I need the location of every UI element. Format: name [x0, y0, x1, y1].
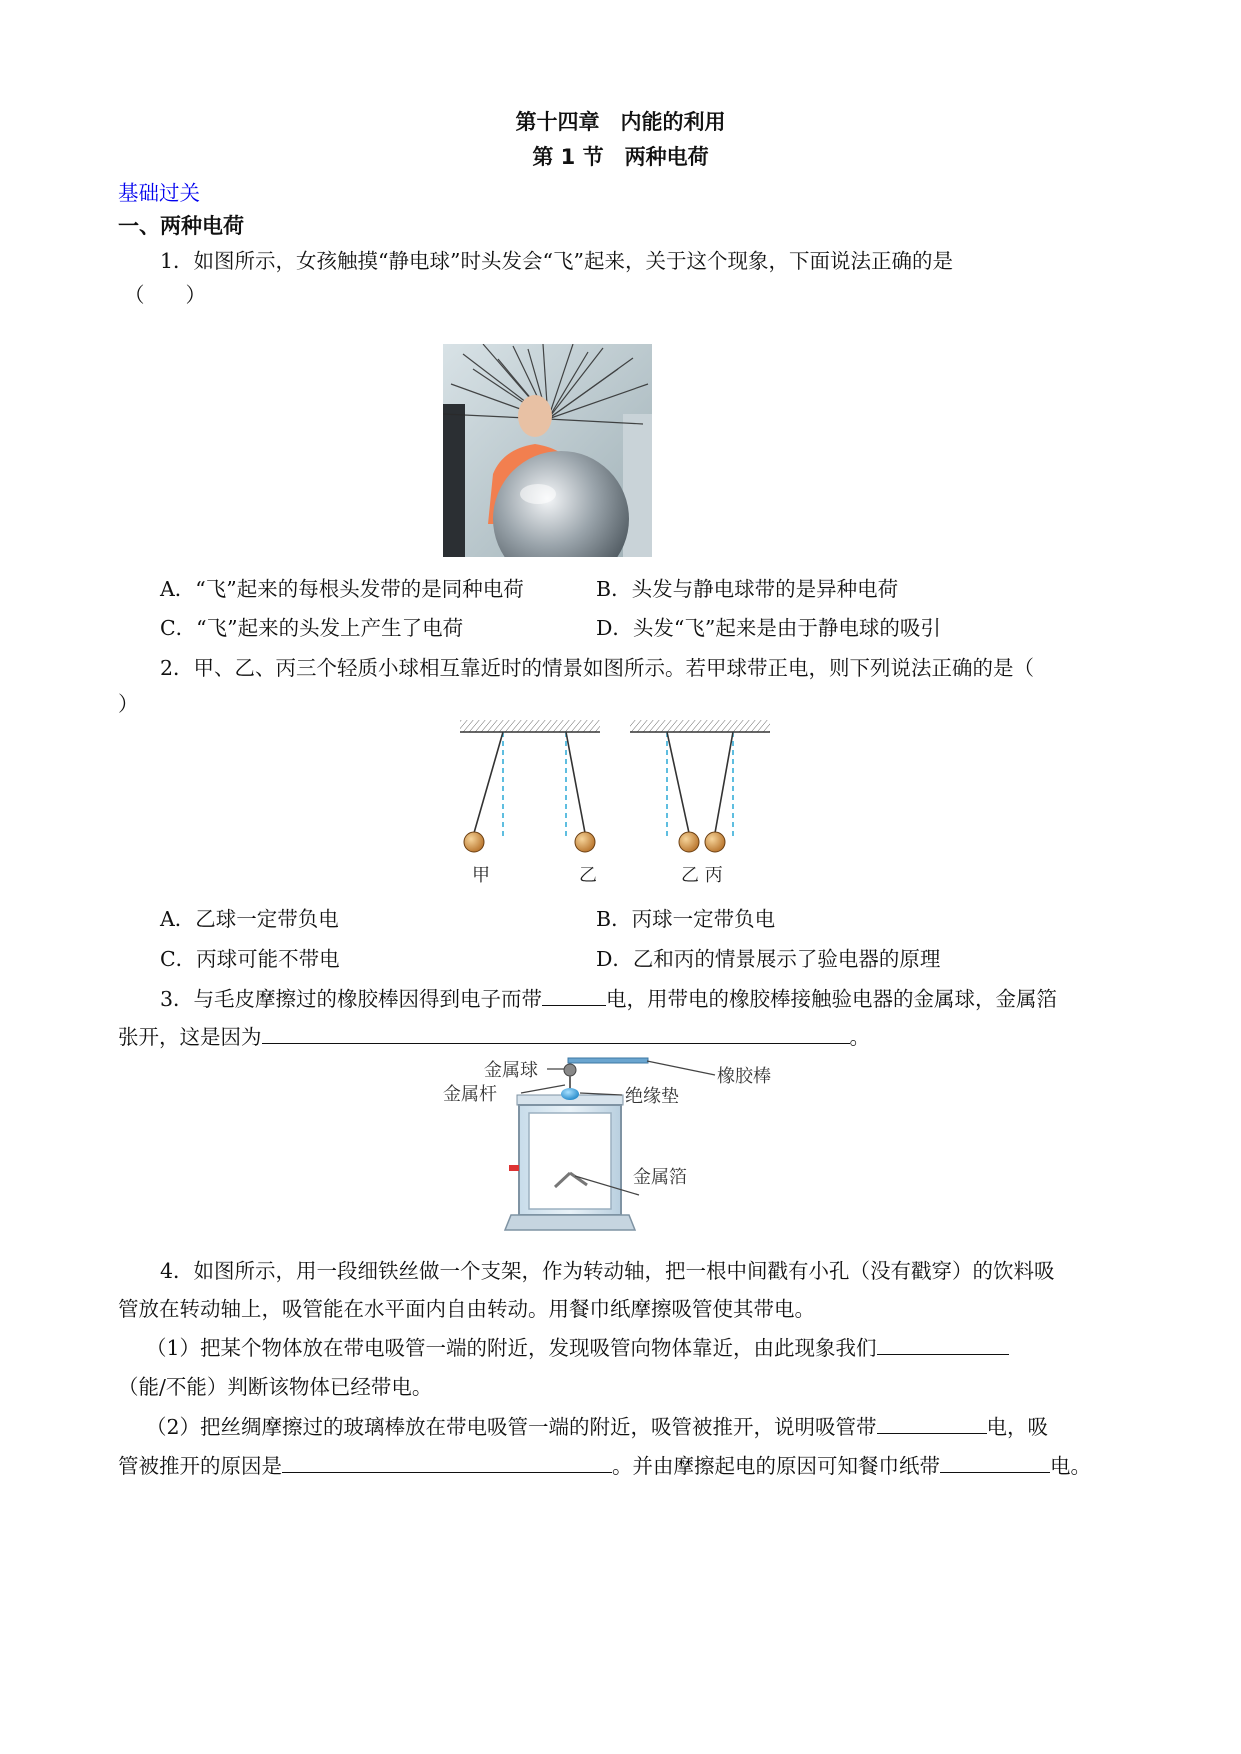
q2-option-b: B．丙球一定带负电	[596, 907, 776, 931]
label-yi-bing: 乙 丙	[681, 865, 723, 886]
electroscope-figure	[425, 1055, 815, 1235]
label-metal-ball: 金属球	[484, 1060, 538, 1081]
q2-stem-end: ）	[118, 692, 139, 716]
q3-line1-b: 电，用带电的橡胶棒接触验电器的金属球，金属箔	[606, 987, 1058, 1011]
q2-option-a: A．乙球一定带负电	[160, 907, 339, 931]
q4-sub1-line1	[146, 1331, 1009, 1361]
label-jia: 甲	[472, 865, 490, 886]
q4-blank-straw-charge[interactable]	[877, 1413, 987, 1434]
q1-option-b: B．头发与静电球带的是异种电荷	[596, 577, 899, 601]
part1-heading: 一、两种电荷	[118, 214, 244, 238]
q3-line2-b: 。	[849, 1025, 870, 1049]
q1-answer-paren: （ ）	[124, 283, 206, 307]
label-metal-foil: 金属箔	[633, 1167, 687, 1188]
section-title: 第 1 节 两种电荷	[532, 145, 709, 169]
q4-sub2-e: 电。	[1050, 1454, 1091, 1478]
q2-option-d: D．乙和丙的情景展示了验电器的原理	[596, 947, 941, 971]
q1-stem: 1．如图所示，女孩触摸“静电球”时头发会“飞”起来，关于这个现象，下面说法正确的是	[160, 249, 953, 273]
q1-option-a: A．“飞”起来的每根头发带的是同种电荷	[160, 577, 524, 601]
q3-line2	[118, 1020, 870, 1050]
chapter-title: 第十四章 内能的利用	[515, 110, 726, 134]
q3-blank-charge[interactable]	[542, 985, 606, 1006]
q4-line1: 4．如图所示，用一段细铁丝做一个支架，作为转动轴，把一根中间戳有小孔（没有戳穿）的饮料吸	[160, 1259, 1055, 1283]
q3-line1-a: 3．与毛皮摩擦过的橡胶棒因得到电子而带	[160, 987, 543, 1011]
q4-sub2-c: 管被推开的原因是	[118, 1454, 282, 1478]
q4-sub1-a: （1）把某个物体放在带电吸管一端的附近，发现吸管向物体靠近，由此现象我们	[146, 1336, 877, 1360]
basic-label: 基础过关	[118, 181, 200, 205]
girl-static-ball-image	[443, 344, 652, 557]
pendulum-figure	[455, 720, 775, 890]
q3-blank-reason[interactable]	[262, 1023, 850, 1044]
label-metal-rod: 金属杆	[443, 1084, 497, 1105]
static-ball-photo	[443, 344, 652, 557]
q4-line2: 管放在转动轴上，吸管能在水平面内自由转动。用餐巾纸摩擦吸管使其带电。	[118, 1297, 815, 1321]
q4-blank-reason[interactable]	[282, 1452, 612, 1473]
q2-stem: 2．甲、乙、丙三个轻质小球相互靠近时的情景如图所示。若甲球带正电，则下列说法正确的是（	[160, 656, 1035, 680]
q3-line2-a: 张开，这是因为	[118, 1025, 262, 1049]
q4-sub2-line1	[146, 1410, 1048, 1440]
q4-blank-napkin-charge[interactable]	[940, 1452, 1050, 1473]
q4-sub2-a: （2）把丝绸摩擦过的玻璃棒放在带电吸管一端的附近，吸管被推开，说明吸管带	[146, 1415, 877, 1439]
label-yi: 乙	[579, 865, 597, 886]
q3-line1	[160, 982, 1057, 1012]
q4-sub2-b: 电，吸	[986, 1415, 1049, 1439]
q2-option-c: C．丙球可能不带电	[160, 947, 340, 971]
q4-sub2-d: 。并由摩擦起电的原因可知餐巾纸带	[612, 1454, 940, 1478]
q4-sub2-line2	[118, 1449, 1091, 1479]
q1-option-c: C．“飞”起来的头发上产生了电荷	[160, 616, 464, 640]
q1-option-d: D．头发“飞”起来是由于静电球的吸引	[596, 616, 941, 640]
label-insulator: 绝缘垫	[625, 1086, 679, 1107]
q4-blank-can-judge[interactable]	[877, 1334, 1009, 1355]
q4-sub1-b: （能/不能）判断该物体已经带电。	[118, 1375, 433, 1399]
label-rubber-rod: 橡胶棒	[717, 1066, 771, 1087]
